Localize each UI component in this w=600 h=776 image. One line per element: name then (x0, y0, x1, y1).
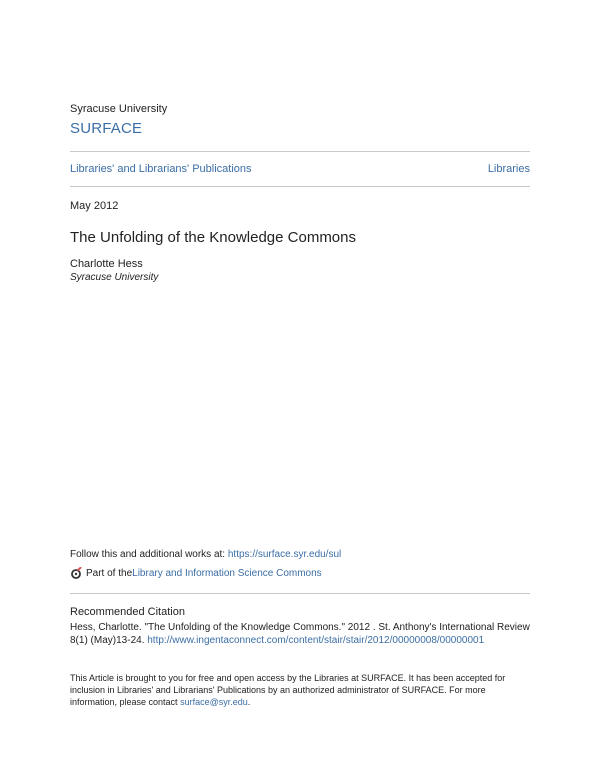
publication-date: May 2012 (70, 200, 119, 212)
institution-name: Syracuse University (70, 103, 168, 115)
divider (70, 593, 530, 594)
citation-heading: Recommended Citation (70, 606, 185, 618)
part-of-line (70, 567, 322, 579)
commons-link[interactable]: Library and Information Science Commons (132, 567, 322, 579)
cover-page (70, 0, 530, 776)
citation-link[interactable]: http://www.ingentaconnect.com/content/stair/stair/2012/00000008/00000001 (147, 635, 485, 646)
author-affiliation: Syracuse University (70, 272, 159, 283)
divider (70, 151, 530, 152)
collection-link[interactable]: Libraries' and Librarians' Publications (70, 163, 252, 175)
open-access-icon (70, 567, 82, 579)
parent-collection-link[interactable]: Libraries (487, 163, 530, 175)
follow-link[interactable]: https://surface.syr.edu/sul (227, 549, 342, 560)
contact-email-link[interactable]: surface@syr.edu (180, 697, 248, 707)
citation-text (70, 621, 530, 647)
access-statement-text: This Article is brought to you for free and open access by the Libraries at SURFACE. It has been accepted for inclusion in Libraries' and Librarians' Publications by an authorized administrator of SURFACE. For more information, please contact (70, 673, 506, 707)
access-statement (70, 672, 530, 708)
author-name: Charlotte Hess (70, 258, 143, 270)
divider (70, 186, 530, 187)
part-of-prefix: Part of the (86, 567, 133, 579)
follow-line (70, 549, 341, 560)
follow-prefix: Follow this and additional works at: (70, 549, 228, 560)
article-title: The Unfolding of the Knowledge Commons (70, 229, 356, 246)
citation-body: Hess, Charlotte. "The Unfolding of the Knowledge Commons." 2012 . St. Anthony's International Review 8(1) (May)13-24. (70, 622, 530, 646)
repository-link[interactable]: SURFACE (70, 120, 143, 137)
access-statement-end: . (247, 697, 251, 707)
